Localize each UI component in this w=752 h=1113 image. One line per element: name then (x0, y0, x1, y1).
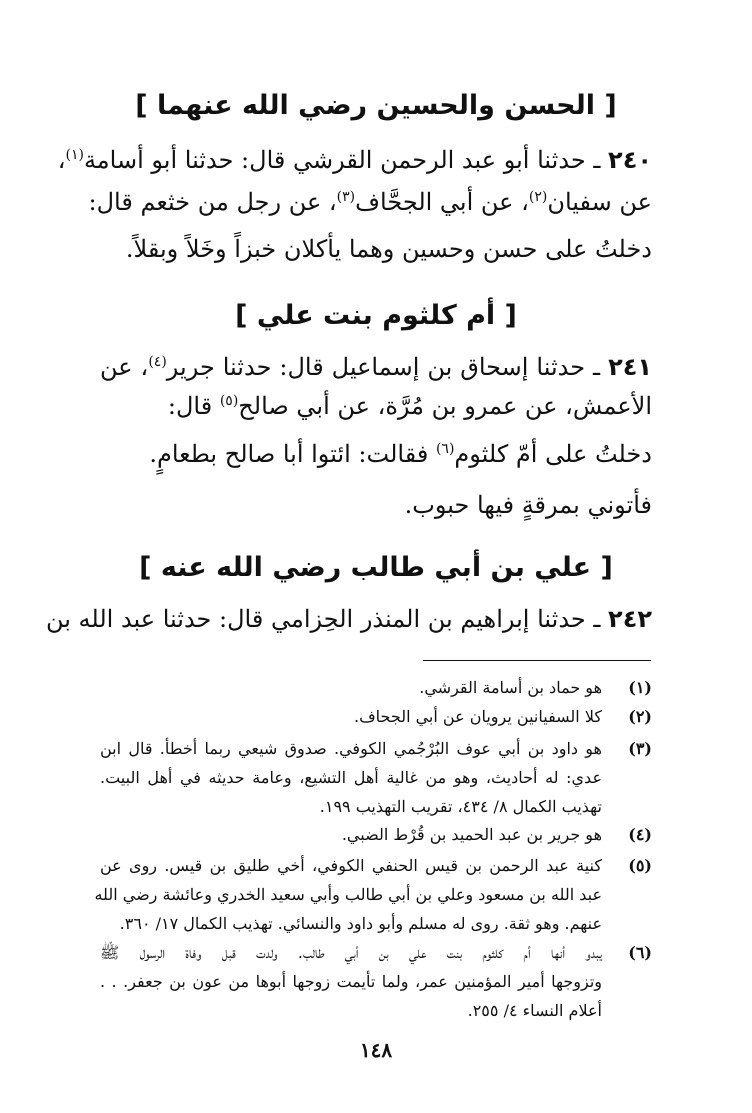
footnote-1 (100, 673, 652, 702)
footnote-5 (94, 851, 652, 938)
entry-242-line-1 (45, 599, 652, 639)
page-number: ١٤٨ (359, 1038, 393, 1062)
text-run: ، عن أبي الجحَّاف (355, 188, 529, 216)
footnote-4 (100, 820, 652, 849)
footnote-6 (100, 938, 652, 1025)
footnote-line: عدي: له أحاديث، وهو من غالية أهل التشيع، وعامة حديثه في أهل البيت. (100, 768, 602, 787)
text-run: عن سفيان (547, 188, 652, 216)
entry-number: ٢٤١ (608, 353, 653, 381)
text-run: ، عن رجل من خثعم قال: (88, 188, 337, 216)
footnote-line: هو داود بن أبي عوف البُرْجُمي الكوفي. صدوق شيعي ربما أخطأ. قال ابن (100, 739, 602, 758)
entry-240-line-3: دخلتُ على حسن وحسين وهما يأكلان خبزاً وخَلاً وبقلاً. (125, 235, 652, 263)
footnote-line: هو جرير بن عبد الحميد بن قُرْط الضبي. (341, 825, 602, 844)
footnote-line: كنية عبد الرحمن بن قيس الحنفي الكوفي، أخي طليق بن قيس. روى عن (100, 856, 602, 875)
footnote-line: أعلام النساء ٤/ ٢٥٥. (467, 1001, 602, 1020)
footnote-ref: (٢) (528, 189, 548, 205)
text-run: ، (57, 146, 66, 174)
footnote-line: عنهم. وهو ثقة. روى له مسلم وأبو داود والنسائي. تهذيب الكمال ١٧/ ٣٦٠. (119, 914, 602, 933)
section-heading-hasan-husayn: [ الحسن والحسين رضي الله عنهما ] (135, 90, 617, 121)
footnote-number: (٢) (628, 707, 652, 726)
footnote-line: كلا السفيانين يرويان عن أبي الجحاف. (353, 707, 602, 726)
footnote-line: تهذيب الكمال ٨/ ٤٣٤، تقريب التهذيب ١٩٩. (319, 797, 602, 816)
text-run: قال: (167, 392, 220, 420)
footnote-2 (100, 702, 652, 731)
footnote-number: (١) (628, 678, 652, 697)
footnote-ref: (٤) (148, 354, 167, 370)
footnote-number: (٦) (628, 943, 652, 962)
text-run: ـ حدثنا إسحاق بن إسماعيل قال: حدثنا جرير (166, 353, 609, 381)
text-run: ـ حدثنا أبو عبد الرحمن القرشي قال: حدثنا أبو أسامة (83, 146, 609, 174)
footnote-line: هو حماد بن أسامة القرشي. (419, 678, 602, 697)
footnote-ref: (٥) (219, 393, 239, 409)
footnote-line: وتزوجها أمير المؤمنين عمر، ولما تأيمت زوجها أبوها من عون بن جعفر. . . (100, 972, 603, 991)
entry-240-line-1 (57, 140, 652, 180)
text-run: ، عن (100, 353, 149, 381)
footnote-number: (٣) (628, 739, 652, 758)
text-run: الأعمش، عن عمرو بن مُرَّة، عن أبي صالح (238, 392, 652, 420)
footnote-number: (٤) (628, 825, 652, 844)
section-heading-umm-kulthum: [ أم كلثوم بنت علي ] (235, 300, 517, 331)
footnote-separator (423, 660, 651, 661)
entry-241-line-2 (100, 386, 652, 426)
text-run: دخلتُ على أمّ كلثوم (454, 440, 652, 468)
entry-240-line-2 (88, 182, 652, 222)
entry-241-line-4: فأتوني بمرقةٍ فيها حبوب. (404, 491, 652, 519)
entry-241-line-3 (100, 434, 652, 474)
footnote-ref: (١) (65, 147, 84, 163)
footnote-ref: (٣) (336, 189, 356, 205)
entry-number: ٢٤٠ (608, 146, 652, 174)
section-heading-ali: [ علي بن أبي طالب رضي الله عنه ] (139, 552, 613, 583)
footnote-line: يبدو أنها أم كلثوم بنت علي بن أبي طالب. ولدت قبل وفاة الرسول ﷺ (100, 943, 602, 962)
entry-241-line-1 (100, 347, 652, 387)
text-run: فقالت: ائتوا أبا صالح بطعامٍ. (149, 440, 436, 468)
footnote-number: (٥) (628, 856, 652, 875)
footnote-3 (100, 734, 652, 821)
text-run: ـ حدثنا إبراهيم بن المنذر الحِزامي قال: حدثنا عبد الله بن (45, 605, 609, 633)
entry-number: ٢٤٢ (608, 605, 652, 633)
footnote-ref: (٦) (435, 441, 455, 457)
footnote-line: عبد الله بن مسعود وعلي بن أبي طالب وأبي سعيد الخدري وعائشة رضي الله (94, 885, 602, 904)
